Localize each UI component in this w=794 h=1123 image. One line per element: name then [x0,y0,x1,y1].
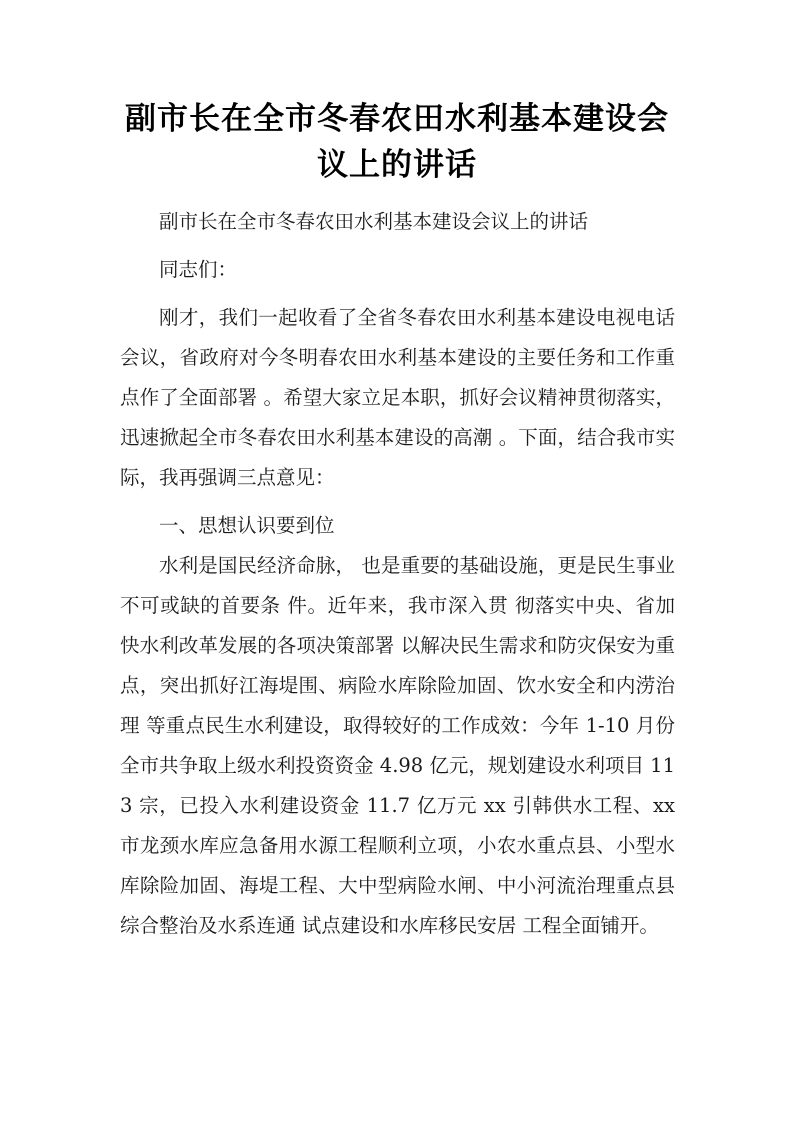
subtitle-paragraph: 副市长在全市冬春农田水利基本建设会议上的讲话 [159,210,589,233]
document-title: 副市长在全市冬春农田水利基本建设会议上的讲话 [125,101,669,183]
intro-paragraph: 刚才，我们一起收看了全省冬春农田水利基本建设电视电话会议，省政府对今冬明春农田水利基本建设的主要任务和工作重点作了全面部署 。希望大家立足本职，抓好会议精神贯彻落实，迅速掀起全市冬春农田水利基本建设的高潮 。下面，结合我市实际，我再强调三点意见： [120,306,675,489]
section-1-paragraph: 水利是国民经济命脉， 也是重要的基础设施，更是民生事业不可或缺的首要条 件。近年来，我市深入贯 彻落实中央、省加快水利改革发展的各项决策部署 以解决民生需求和防灾保安为重点，突出抓好江海堤围、病险水库除险加固、饮水安全和内涝治理 等重点民生水利建设，取得较好的工作成效：今年 1-10 月份全市共争取上级水利投资资金 4.98 亿元，规划建设水利项目 113 宗，已投入水利建设资金 11.7 亿万元 xx 引韩供水工程、xx 市龙颈水库应急备用水源工程顺利立项，小农水重点县、小型水库除险加固、海堤工程、大中型病险水闸、中小河流治理重点县综合整治及水系连通 试点建设和水库移民安居 工程全面铺开。 [120,554,675,937]
salutation-paragraph: 同志们： [159,258,238,281]
document-body [120,202,675,946]
section-heading-1: 一、思想认识要到位 [159,514,335,537]
